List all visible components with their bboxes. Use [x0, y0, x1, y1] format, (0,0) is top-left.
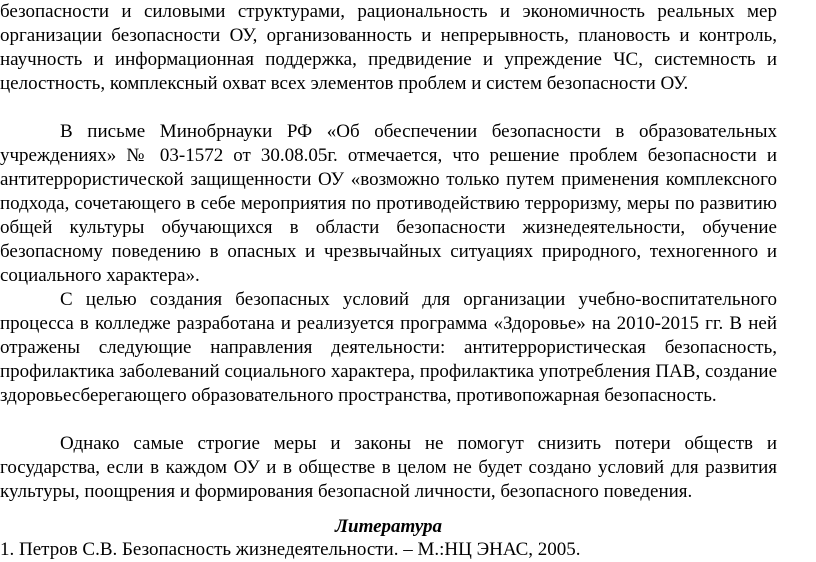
- literature-heading: Литература: [334, 516, 443, 537]
- paragraph-health-program: С целью создания безопасных условий для организации учебно-воспитательного процесса в колледже разработана и реализуется программа «Здоровье» на 2010-2015 гг. В ней отражены следующие направления деятельности: антитеррористическая безопасность, профилактика заболеваний социального характера, профилактика употребления ПАВ, создание здоровьесберегающего образовательного пространства, противопожарная безопасность.: [0, 289, 777, 406]
- paragraph-conclusion: Однако самые строгие меры и законы не помогут снизить потери обществ и государства, если в каждом ОУ и в обществе в целом не будет создано условий для развития культуры, поощрения и формирования безопасной личности, безопасного поведения.: [0, 433, 777, 502]
- paragraph-continuation: безопасности и силовыми структурами, рациональность и экономичность реальных мер организации безопасности ОУ, организованность и непрерывность, плановость и контроль, научность и информационная поддержка, предвидение и упреждение ЧС, системность и целостность, комплексный охват всех элементов проблем и систем безопасности ОУ.: [0, 1, 777, 94]
- paragraph-ministry-letter: В письме Минобрнауки РФ «Об обеспечении безопасности в образовательных учреждениях» № 03-1572 от 30.08.05г. отмечается, что решение проблем безопасности и антитеррористической защищенности ОУ «возможно только путем применения комплексного подхода, сочетающего в себе мероприятия по противодействию терроризму, меры по развитию общей культуры обучающихся в области безопасности жизнедеятельности, обучение безопасному поведению в опасных и чрезвычайных ситуациях природного, техногенного и социального характера».: [0, 121, 777, 286]
- literature-item: 1. Петров С.В. Безопасность жизнедеятельности. – М.:НЦ ЭНАС, 2005.: [0, 539, 581, 560]
